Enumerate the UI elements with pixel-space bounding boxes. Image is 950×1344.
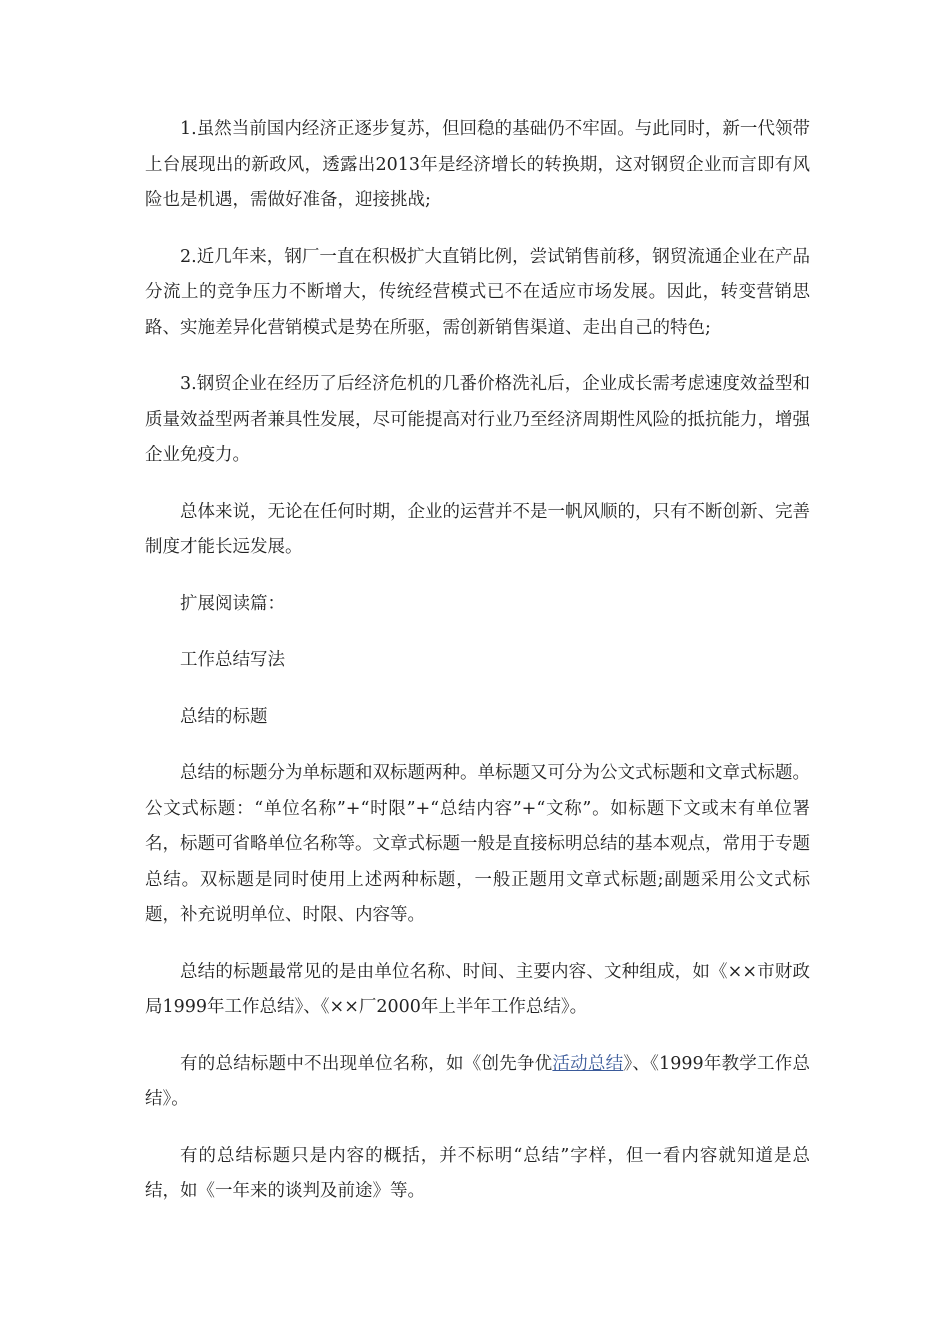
paragraph-title-no-unit [145, 1047, 810, 1118]
text-before-link: 有的总结标题中不出现单位名称，如《创先争优 [180, 1053, 553, 1074]
paragraph-title-common: 总结的标题最常见的是由单位名称、时间、主要内容、文种组成，如《××市财政局1999年工作总结》、《××厂2000年上半年工作总结》。 [145, 961, 810, 1017]
activity-summary-link[interactable]: 活动总结 [552, 1053, 624, 1074]
section-heading-writing: 工作总结写法 [180, 650, 285, 670]
paragraph-conclusion: 总体来说，无论在任何时期，企业的运营并不是一帆风顺的，只有不断创新、完善制度才能长远发展。 [145, 501, 810, 557]
paragraph-title-summary: 有的总结标题只是内容的概括，并不标明“总结”字样，但一看内容就知道是总结，如《一年来的谈判及前途》等。 [145, 1145, 810, 1201]
document-page [145, 112, 810, 1231]
paragraph-point-1: 1.虽然当前国内经济正逐步复苏，但回稳的基础仍不牢固。与此同时，新一代领带上台展现出的新政风，透露出2013年是经济增长的转换期，这对钢贸企业而言即有风险也是机遇，需做好准备，迎接挑战; [145, 119, 810, 210]
section-heading-title: 总结的标题 [180, 706, 268, 727]
extended-reading-label: 扩展阅读篇： [180, 593, 285, 614]
paragraph-point-3: 3.钢贸企业在经历了后经济危机的几番价格洗礼后，企业成长需考虑速度效益型和质量效益型两者兼具性发展，尽可能提高对行业乃至经济周期性风险的抵抗能力，增强企业免疫力。 [145, 374, 810, 465]
text-after-link: 》、《1999年教学工作总结》。 [145, 1053, 811, 1109]
paragraph-point-2: 2.近几年来，钢厂一直在积极扩大直销比例，尝试销售前移，钢贸流通企业在产品分流上的竞争压力不断增大，传统经营模式已不在适应市场发展。因此，转变营销思路、实施差异化营销模式是势在所驱，需创新销售渠道、走出自己的特色; [145, 246, 810, 338]
paragraph-title-types: 总结的标题分为单标题和双标题两种。单标题又可分为公文式标题和文章式标题。公文式标题：“单位名称”+“时限”+“总结内容”+“文称”。如标题下文或末有单位署名，标题可省略单位名称等。文章式标题一般是直接标明总结的基本观点，常用于专题总结。双标题是同时使用上述两种标题，一般正题用文章式标题;副题采用公文式标题，补充说明单位、时限、内容等。 [145, 763, 810, 925]
